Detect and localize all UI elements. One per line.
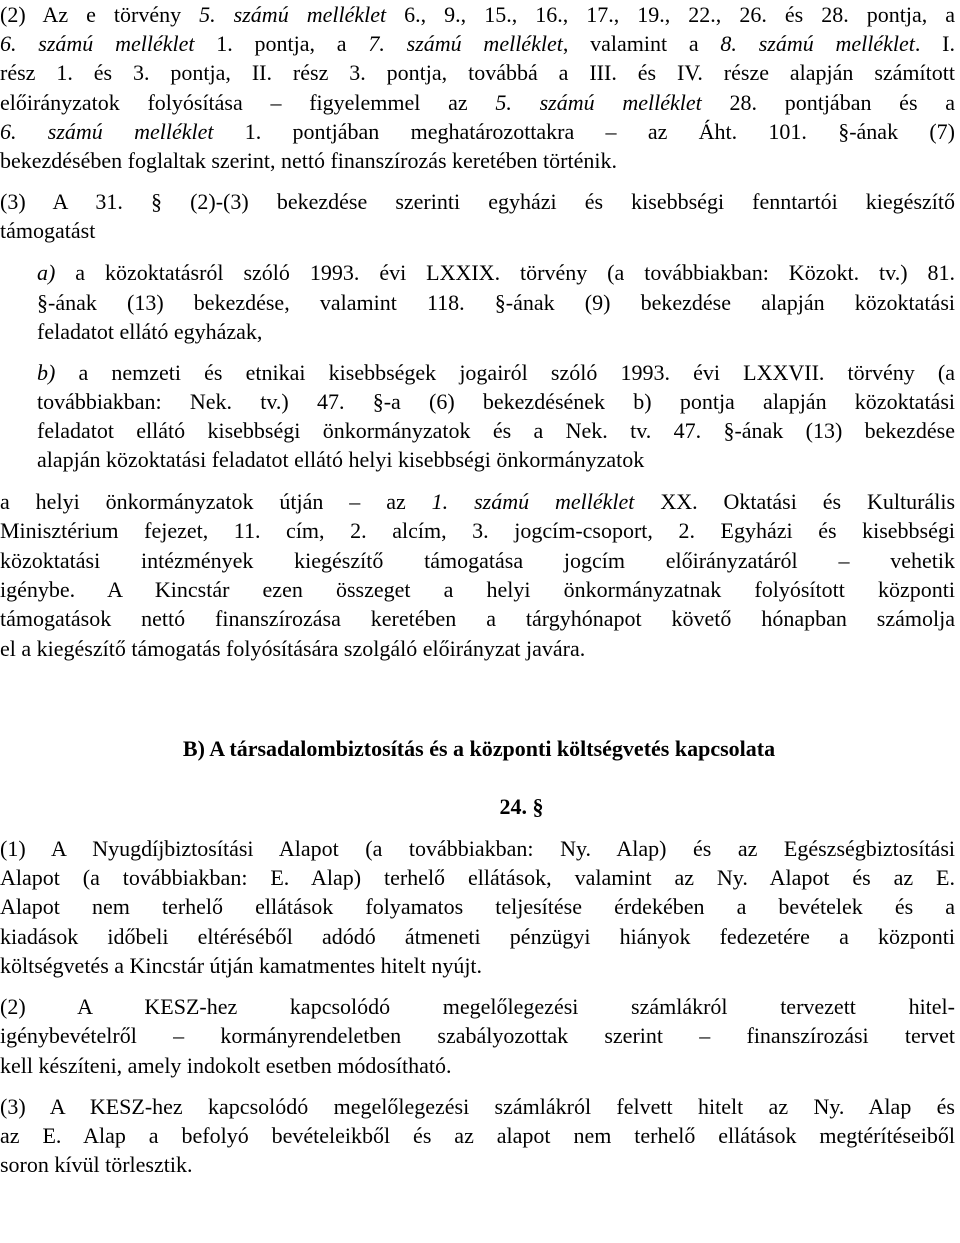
paragraph-line: (2) Az e törvény 5. számú melléklet 6., 9., 15., 16., 17., 19., 22., 26. és 28. pontja, a xyxy=(0,2,955,27)
paragraph-line: rész 1. és 3. pontja, II. rész 3. pontja, továbbá a III. és IV. része alapján számított xyxy=(0,60,955,85)
paragraph-line: a helyi önkormányzatok útján – az 1. számú melléklet XX. Oktatási és Kulturális xyxy=(0,489,955,514)
paragraph-line: Alapot nem terhelő ellátások folyamatos teljesítése érdekében a bevételek és a xyxy=(0,894,955,919)
list-item-line: a) a közoktatásról szóló 1993. évi LXXIX. törvény (a továbbiakban: Közokt. tv.) 81. xyxy=(37,260,955,285)
paragraph-line: közoktatási intézmények kiegészítő támogatása jogcím előirányzatáról – vehetik xyxy=(0,548,955,573)
section-heading: B) A társadalombiztosítás és a központi költségvetés kapcsolata xyxy=(182,736,776,761)
paragraph-line: költségvetés a Kincstár útján kamatmentes hitelt nyújt. xyxy=(0,953,483,978)
list-item-line: feladatot ellátó kisebbségi önkormányzatok és a Nek. tv. 47. §-ának (13) bekezdése xyxy=(37,418,955,443)
paragraph-line: támogatások nettó finanszírozása keretében a tárgyhónapot követő hónapban számolja xyxy=(0,606,955,631)
paragraph-line: kiadások időbeli eltéréséből adódó átmeneti pénzügyi hiányok fedezetére a központi xyxy=(0,924,955,949)
paragraph-line: az E. Alap a befolyó bevételeikből és az alapot nem terhelő ellátások megtérítéseiből xyxy=(0,1123,955,1148)
list-item-line: alapján közoktatási feladatot ellátó helyi kisebbségi önkormányzatok xyxy=(37,447,645,472)
paragraph-line: soron kívül törlesztik. xyxy=(0,1152,193,1177)
list-item-line: feladatot ellátó egyházak, xyxy=(37,319,263,344)
paragraph-line: (3) A KESZ-hez kapcsolódó megelőlegezési számlákról felvett hitelt az Ny. Alap és xyxy=(0,1094,955,1119)
paragraph-line: el a kiegészítő támogatás folyósítására szolgáló előirányzat javára. xyxy=(0,636,586,661)
list-item-line: §-ának (13) bekezdése, valamint 118. §-ának (9) bekezdése alapján közoktatási xyxy=(37,290,955,315)
paragraph-line: 6. számú melléklet 1. pontja, a 7. számú melléklet, valamint a 8. számú melléklet. I. xyxy=(0,31,955,56)
paragraph-line: (3) A 31. § (2)-(3) bekezdése szerinti egyházi és kisebbségi fenntartói kiegészítő xyxy=(0,189,955,214)
paragraph-line: előirányzatok folyósítása – figyelemmel az 5. számú melléklet 28. pontjában és a xyxy=(0,90,955,115)
paragraph-line: igénybe. A Kincstár ezen összeget a helyi önkormányzatnak folyósított központi xyxy=(0,577,955,602)
paragraph-line: bekezdésében foglaltak szerint, nettó finanszírozás keretében történik. xyxy=(0,148,617,173)
paragraph-number-heading: 24. § xyxy=(499,794,544,819)
paragraph-line: Minisztérium fejezet, 11. cím, 2. alcím, 3. jogcím-csoport, 2. Egyházi és kisebbségi xyxy=(0,518,955,543)
paragraph-line: (1) A Nyugdíjbiztosítási Alapot (a továbbiakban: Ny. Alap) és az Egészségbiztosítási xyxy=(0,836,955,861)
paragraph-line: 6. számú melléklet 1. pontjában meghatározottakra – az Áht. 101. §-ának (7) xyxy=(0,119,956,144)
paragraph-line: (2) A KESZ-hez kapcsolódó megelőlegezési számlákról tervezett hitel- xyxy=(0,994,955,1019)
paragraph-line: támogatást xyxy=(0,218,96,243)
paragraph-line: igénybevételről – kormányrendeletben szabályozottak szerint – finanszírozási tervet xyxy=(0,1023,955,1048)
paragraph-line: kell készíteni, amely indokolt esetben módosítható. xyxy=(0,1053,452,1078)
paragraph-line: Alapot (a továbbiakban: E. Alap) terhelő ellátások, valamint az Ny. Alapot és az E. xyxy=(0,865,955,890)
list-item-line: továbbiakban: Nek. tv.) 47. §-a (6) bekezdésének b) pontja alapján közoktatási xyxy=(37,389,955,414)
list-item-line: b) a nemzeti és etnikai kisebbségek jogairól szóló 1993. évi LXXVII. törvény (a xyxy=(37,360,955,385)
